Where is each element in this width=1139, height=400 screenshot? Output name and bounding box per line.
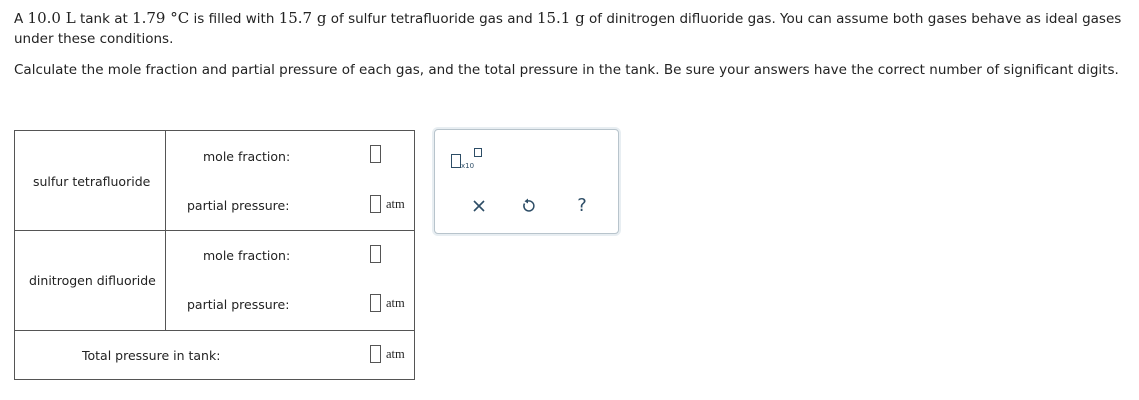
answer-table	[14, 130, 415, 380]
help-button[interactable]	[570, 194, 594, 218]
sulfur-tetrafluoride-mole-fraction-input[interactable]	[370, 145, 381, 163]
gas-name-dinitrogen-difluoride: dinitrogen difluoride	[29, 273, 156, 288]
partial-pressure-label: partial pressure:	[187, 297, 290, 312]
undo-icon	[520, 198, 536, 214]
undo-button[interactable]	[516, 194, 540, 218]
mole-fraction-label: mole fraction:	[203, 248, 291, 263]
mole-fraction-label: mole fraction:	[203, 149, 291, 164]
mass-dinitrogen-difluoride: 15.1 g	[536, 9, 585, 27]
total-pressure-label: Total pressure in tank:	[82, 348, 221, 363]
total-pressure-input[interactable]	[370, 345, 381, 363]
question-paragraph-1: A 10.0 L tank at 1.79 °C is filled with 15.7 g of sulfur tetrafluoride gas and 15.1 g of dinitrogen difluoride gas. You can assume both gases behave as ideal gases under these conditions.	[14, 9, 1122, 47]
times-ten-power-button[interactable]	[451, 148, 487, 172]
unit-atm: atm	[386, 347, 405, 361]
dinitrogen-difluoride-partial-pressure-input[interactable]	[370, 294, 381, 312]
partial-pressure-label: partial pressure:	[187, 198, 290, 213]
clear-button[interactable]	[467, 194, 491, 218]
temperature: 1.79 °C	[132, 9, 190, 27]
column-divider	[165, 131, 166, 330]
dinitrogen-difluoride-mole-fraction-input[interactable]	[370, 245, 381, 263]
sulfur-tetrafluoride-partial-pressure-input[interactable]	[370, 195, 381, 213]
question-paragraph-2: Calculate the mole fraction and partial pressure of each gas, and the total pressure in the tank. Be sure your answers have the correct number of significant digits.	[14, 62, 1119, 78]
mass-sulfur-tetrafluoride: 15.7 g	[278, 9, 327, 27]
row-divider	[15, 330, 414, 331]
mantissa-box-icon	[451, 154, 461, 168]
x10-label: x10	[461, 162, 475, 170]
unit-atm: atm	[386, 197, 405, 211]
gas-name-sulfur-tetrafluoride: sulfur tetrafluoride	[33, 174, 151, 189]
exponent-box-icon	[474, 148, 482, 157]
tank-volume: 10.0 L	[27, 9, 76, 27]
row-divider	[15, 230, 414, 231]
help-icon: ?	[577, 195, 587, 216]
x-icon	[472, 199, 486, 213]
math-toolbox	[434, 129, 619, 234]
unit-atm: atm	[386, 296, 405, 310]
